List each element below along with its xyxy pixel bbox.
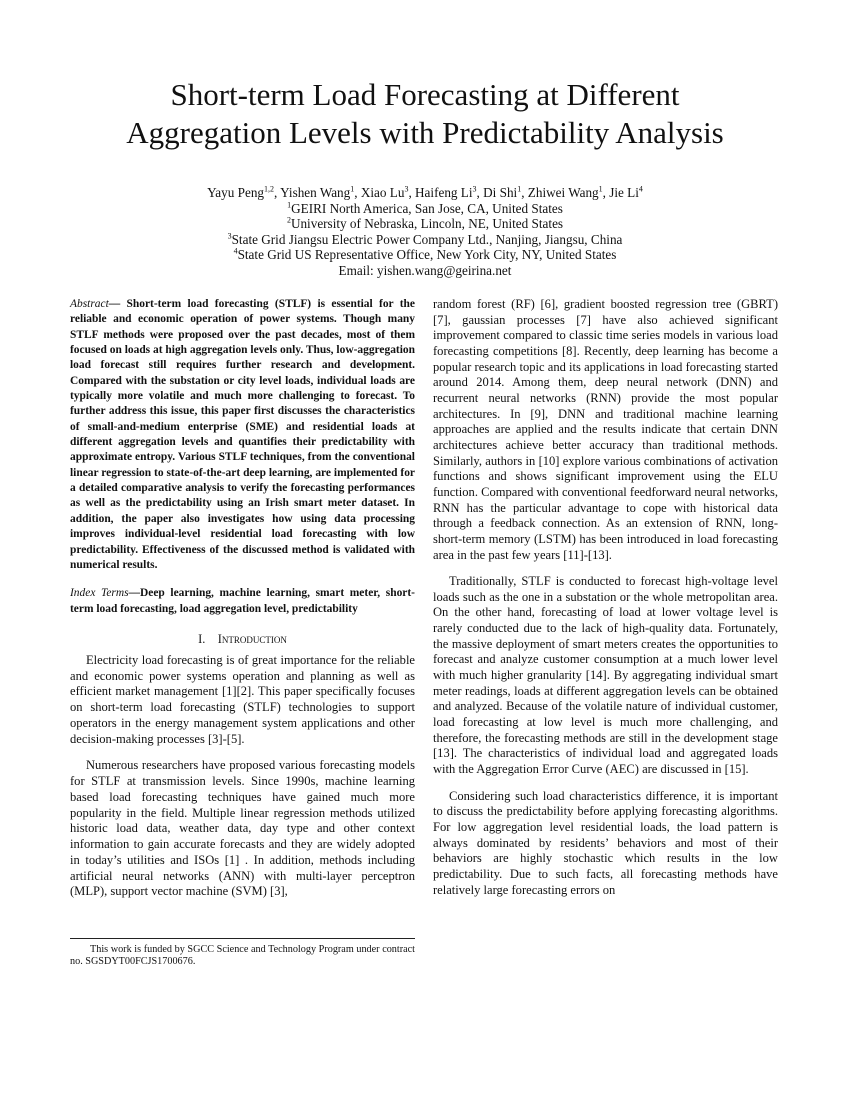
paper-title [60, 76, 790, 152]
body-paragraph: Traditionally, STLF is conducted to forecast high-voltage level loads such as the one in a substation or the whole metropolitan area. On the other hand, forecasting of load at lower voltage level is rarely conducted due to the lack of high-quality data. Fortunately, the massive deployment of smart meters creates the opportunities to forecast and analyze customer consumption at a much lower level with much higher granularity [14]. By aggregating individual smart meter readings, loads at different aggregation levels can be obtained and analyzed. Because of the volatile nature of individual customer, load forecasting at low level is much more challenging, and therefore, the forecasting methods are still in the development stage [13]. The characteristics of individual load and aggregated loads with the Aggregation Error Curve (AEC) are discussed in [15]. [433, 574, 778, 777]
index-terms-label: Index Terms [70, 587, 129, 600]
abstract [70, 297, 415, 573]
body-paragraph: Numerous researchers have proposed various forecasting models for STLF at transmission levels. Since 1990s, machine learning based load forecasting techniques have gained much more popularity in the field. Multiple linear regression methods utilized historic load data, weather data, day type and other context information to gain accurate forecasts and they are widely adopted in today’s utilities and ISOs [1] . In addition, methods including artificial neural networks (ANN) with multi-layer perceptron (MLP), support vector machine (SVM) [3], [70, 758, 415, 899]
title-line-2: Aggregation Levels with Predictability Analysis [126, 115, 724, 150]
section-heading-introduction [70, 632, 415, 647]
section-number: I. [198, 631, 206, 646]
section-title: Introduction [217, 631, 287, 646]
funding-footnote: This work is funded by SGCC Science and Technology Program under contract no. SGSDYT00FCJS1700676. [70, 944, 415, 967]
affiliation-3: $^3$State Grid Jiangsu Electric Power Company Ltd., Nanjing, Jiangsu, China [227, 231, 623, 247]
author-affiliation-mark: 4 [638, 184, 643, 194]
abstract-text: — Short-term load forecasting (STLF) is essential for the reliable and economic operation of power systems. Though many STLF methods were proposed over the past decades, most of them focused on loads at high aggregation levels only. Thus, low-aggregation load forecast still requires further research and development. Compared with the substation or city level loads, individual loads are typically more volatile and much more challenging to forecast. To further address this issue, this paper first discusses the characteristics of small-and-medium enterprise (SME) and residential loads at different aggregation levels and quantifies their predictability with approximate entropy. Various STLF techniques, from the conventional linear regression to state-of-the-art deep learning, are implemented for a detailed comparative analysis to verify the forecasting performances as well as the predictability using an Irish smart meter dataset. In addition, the paper also investigates how using data processing improves individual-level residential load forecasting with low predictability. Effectiveness of the discussed method is validated with numerical results. [70, 298, 415, 571]
author-block [60, 185, 790, 279]
body-paragraph: random forest (RF) [6], gradient boosted regression tree (GBRT) [7], gaussian processes [7] have also achieved significant improvement compared to classic time series models in various load forecasting competitions [8]. Recently, deep learning has become a popular research topic and its applications in load forecasting started around 2014. Among them, deep neural network (DNN) and recurrent neural networks (RNN) provide the most popular architectures. In [9], DNN and traditional machine learning approaches are applied and the results indicate that certain DNN architectures achieve better accuracy than traditional methods. Similarly, authors in [10] explore various combinations of activation functions and shows significant improvement using the ELU function. Compared with conventional feedforward neural networks, RNN has the particular advantage to cope with historical data through a feedback connection. As an extension of RNN, long-short-term memory (LSTM) has been introduced in load forecasting area in the past few years [11]-[13]. [433, 297, 778, 562]
author-name: Yishen Wang [280, 185, 351, 200]
affiliation-4: $^4$State Grid US Representative Office, New York City, NY, United States [233, 246, 617, 263]
author-affiliation-mark: 1 [517, 184, 522, 194]
affiliation-2: $^2$University of Nebraska, Lincoln, NE, United States [286, 215, 564, 232]
contact-email: Email: yishen.wang@geirina.net [338, 262, 512, 278]
title-line-1: Short-term Load Forecasting at Different [170, 77, 680, 112]
author-affiliation-mark: 1,2 [264, 184, 275, 194]
author-name: Di Shi [483, 185, 518, 200]
body-paragraph: Considering such load characteristics difference, it is important to discuss the predictability before applying forecasting algorithms. For low aggregation level residential loads, the load pattern is always dominated by residents’ behaviors and most of their behaviors are highly stochastic which results in the low predictability. Due to such facts, all forecasting methods have relatively large forecasting errors on [433, 788, 778, 897]
author-affiliation-mark: 1 [350, 184, 355, 194]
footnote-divider [70, 938, 415, 939]
author-name: Xiao Lu [360, 185, 405, 200]
right-column [433, 297, 778, 898]
author-affiliation-mark: 3 [472, 184, 477, 194]
author-name: Zhiwei Wang [527, 185, 599, 200]
affiliation-1: $^1$GEIRI North America, San Jose, CA, United States [287, 200, 563, 216]
author-name: Jie Li [609, 185, 639, 200]
left-column [70, 297, 415, 900]
author-name: Haifeng Li [415, 185, 473, 200]
index-terms-text: —Deep learning, machine learning, smart meter, short-term load forecasting, load aggregation level, predictability [70, 587, 415, 615]
author-name: Yayu Peng [207, 185, 265, 200]
author-affiliation-mark: 1 [598, 184, 603, 194]
body-paragraph: Electricity load forecasting is of great importance for the reliable and economic power systems operation and planning as well as efficient market management [1][2]. This paper specifically focuses on short-term load forecasting (STLF) technologies to support operators in the energy management system applications and other decision-making processes [3]-[5]. [70, 652, 415, 746]
author-list: Yayu Peng$^{1,2}$, Yishen Wang$^1$, Xiao Lu$^3$, Haifeng Li$^3$, Di Shi$^1$, Zhiwei Wang$^1$, Jie Li$^4$ [207, 184, 643, 200]
abstract-label: Abstract [70, 298, 109, 310]
author-affiliation-mark: 3 [404, 184, 409, 194]
index-terms [70, 586, 415, 617]
